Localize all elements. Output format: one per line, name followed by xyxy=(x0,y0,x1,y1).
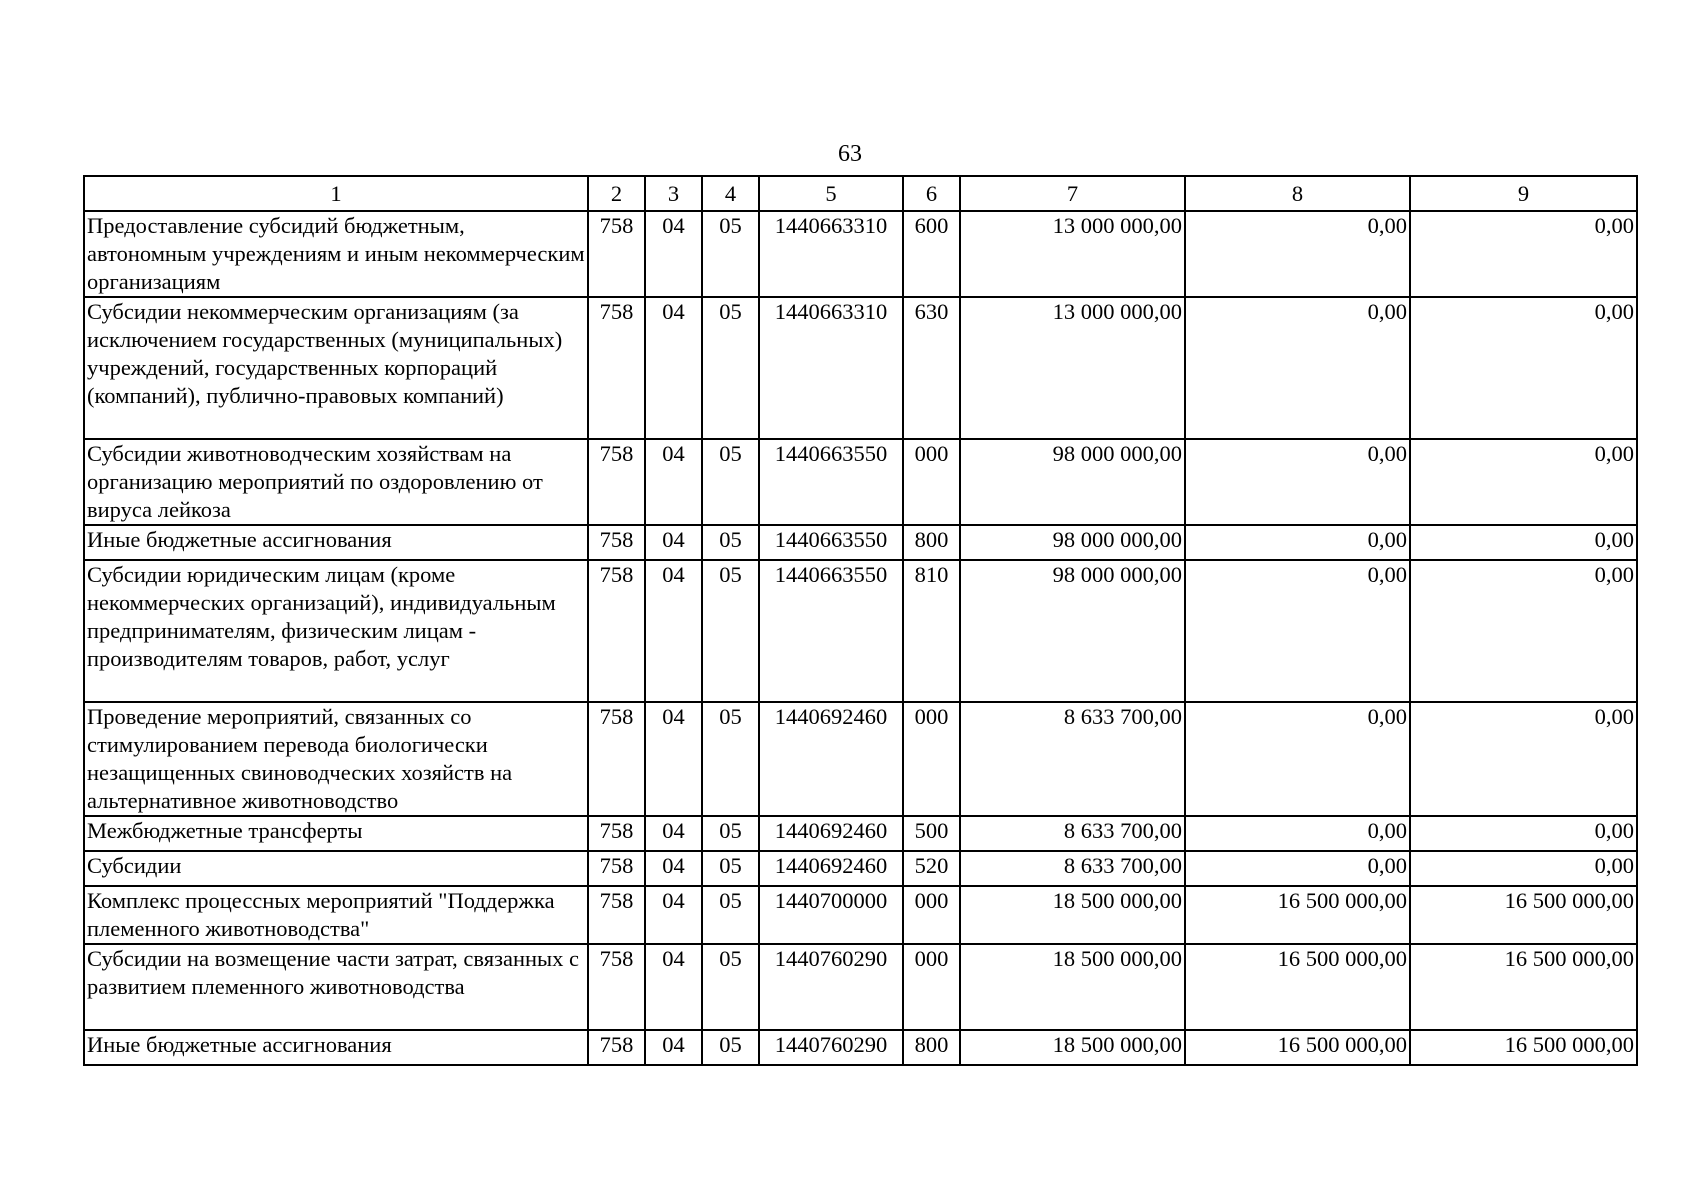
cell-col4: 05 xyxy=(702,439,759,525)
amount-col8: 0,00 xyxy=(1185,702,1410,816)
amount-col9: 16 500 000,00 xyxy=(1410,886,1637,944)
amount-col7: 98 000 000,00 xyxy=(960,439,1185,525)
item-name: Субсидии xyxy=(84,851,588,886)
amount-col8: 0,00 xyxy=(1185,851,1410,886)
item-name: Иные бюджетные ассигнования xyxy=(84,1030,588,1065)
table-row xyxy=(84,560,1637,702)
cell-col6: 000 xyxy=(903,944,960,1030)
header-row xyxy=(84,176,1637,211)
cell-col4: 05 xyxy=(702,297,759,439)
cell-col4: 05 xyxy=(702,886,759,944)
cell-col2: 758 xyxy=(588,851,645,886)
cell-col3: 04 xyxy=(645,886,702,944)
cell-col3: 04 xyxy=(645,1030,702,1065)
amount-col9: 0,00 xyxy=(1410,525,1637,560)
cell-col4: 05 xyxy=(702,702,759,816)
amount-col8: 0,00 xyxy=(1185,211,1410,297)
cell-col5: 1440760290 xyxy=(759,1030,903,1065)
amount-col9: 0,00 xyxy=(1410,816,1637,851)
amount-col8: 0,00 xyxy=(1185,816,1410,851)
header-cell: 6 xyxy=(903,176,960,211)
cell-col4: 05 xyxy=(702,211,759,297)
cell-col5: 1440663310 xyxy=(759,211,903,297)
amount-col8: 0,00 xyxy=(1185,439,1410,525)
header-cell: 8 xyxy=(1185,176,1410,211)
cell-col6: 000 xyxy=(903,886,960,944)
item-name: Субсидии на возмещение части затрат, связанных с развитием племенного животноводства xyxy=(84,944,588,1030)
cell-col3: 04 xyxy=(645,816,702,851)
budget-table xyxy=(83,175,1638,1066)
cell-col3: 04 xyxy=(645,702,702,816)
table-row xyxy=(84,297,1637,439)
cell-col4: 05 xyxy=(702,525,759,560)
cell-col4: 05 xyxy=(702,944,759,1030)
amount-col7: 8 633 700,00 xyxy=(960,851,1185,886)
header-cell: 9 xyxy=(1410,176,1637,211)
cell-col2: 758 xyxy=(588,439,645,525)
cell-col2: 758 xyxy=(588,702,645,816)
cell-col2: 758 xyxy=(588,944,645,1030)
cell-col3: 04 xyxy=(645,439,702,525)
header-cell: 2 xyxy=(588,176,645,211)
table-row xyxy=(84,851,1637,886)
cell-col6: 500 xyxy=(903,816,960,851)
cell-col4: 05 xyxy=(702,560,759,702)
cell-col2: 758 xyxy=(588,525,645,560)
header-cell: 1 xyxy=(84,176,588,211)
amount-col9: 0,00 xyxy=(1410,211,1637,297)
cell-col5: 1440663310 xyxy=(759,297,903,439)
cell-col2: 758 xyxy=(588,1030,645,1065)
cell-col4: 05 xyxy=(702,1030,759,1065)
cell-col6: 520 xyxy=(903,851,960,886)
cell-col3: 04 xyxy=(645,944,702,1030)
amount-col7: 98 000 000,00 xyxy=(960,525,1185,560)
item-name: Субсидии некоммерческим организациям (за исключением государственных (муниципальных) учреждений, государственных корпораций (компаний), публично-правовых компаний) xyxy=(84,297,588,439)
amount-col7: 13 000 000,00 xyxy=(960,211,1185,297)
amount-col9: 0,00 xyxy=(1410,439,1637,525)
item-name: Комплекс процессных мероприятий "Поддержка племенного животноводства" xyxy=(84,886,588,944)
amount-col7: 13 000 000,00 xyxy=(960,297,1185,439)
amount-col7: 98 000 000,00 xyxy=(960,560,1185,702)
cell-col5: 1440663550 xyxy=(759,439,903,525)
table-row xyxy=(84,525,1637,560)
table-row xyxy=(84,702,1637,816)
cell-col6: 800 xyxy=(903,1030,960,1065)
cell-col2: 758 xyxy=(588,816,645,851)
cell-col6: 000 xyxy=(903,439,960,525)
header-cell: 3 xyxy=(645,176,702,211)
cell-col5: 1440692460 xyxy=(759,816,903,851)
cell-col5: 1440700000 xyxy=(759,886,903,944)
header-cell: 7 xyxy=(960,176,1185,211)
cell-col4: 05 xyxy=(702,816,759,851)
amount-col8: 16 500 000,00 xyxy=(1185,886,1410,944)
item-name: Иные бюджетные ассигнования xyxy=(84,525,588,560)
table-row xyxy=(84,211,1637,297)
cell-col3: 04 xyxy=(645,560,702,702)
amount-col7: 18 500 000,00 xyxy=(960,1030,1185,1065)
amount-col8: 0,00 xyxy=(1185,560,1410,702)
item-name: Проведение мероприятий, связанных со стимулированием перевода биологически незащищенных свиноводческих хозяйств на альтернативное животноводство xyxy=(84,702,588,816)
amount-col8: 0,00 xyxy=(1185,297,1410,439)
cell-col2: 758 xyxy=(588,886,645,944)
cell-col3: 04 xyxy=(645,211,702,297)
cell-col3: 04 xyxy=(645,851,702,886)
amount-col9: 0,00 xyxy=(1410,851,1637,886)
item-name: Предоставление субсидий бюджетным, автономным учреждениям и иным некоммерческим организациям xyxy=(84,211,588,297)
page-number: 63 xyxy=(838,141,862,167)
table-row xyxy=(84,944,1637,1030)
amount-col9: 0,00 xyxy=(1410,297,1637,439)
cell-col6: 000 xyxy=(903,702,960,816)
amount-col7: 18 500 000,00 xyxy=(960,944,1185,1030)
cell-col6: 800 xyxy=(903,525,960,560)
item-name: Межбюджетные трансферты xyxy=(84,816,588,851)
cell-col5: 1440663550 xyxy=(759,560,903,702)
cell-col2: 758 xyxy=(588,560,645,702)
cell-col4: 05 xyxy=(702,851,759,886)
amount-col8: 16 500 000,00 xyxy=(1185,1030,1410,1065)
item-name: Субсидии юридическим лицам (кроме некоммерческих организаций), индивидуальным предпринимателям, физическим лицам - производителям товаров, работ, услуг xyxy=(84,560,588,702)
cell-col3: 04 xyxy=(645,525,702,560)
cell-col5: 1440692460 xyxy=(759,702,903,816)
cell-col5: 1440692460 xyxy=(759,851,903,886)
cell-col2: 758 xyxy=(588,211,645,297)
amount-col9: 0,00 xyxy=(1410,560,1637,702)
amount-col9: 16 500 000,00 xyxy=(1410,944,1637,1030)
table-row xyxy=(84,816,1637,851)
table-row xyxy=(84,886,1637,944)
amount-col7: 8 633 700,00 xyxy=(960,816,1185,851)
header-cell: 5 xyxy=(759,176,903,211)
cell-col6: 810 xyxy=(903,560,960,702)
cell-col3: 04 xyxy=(645,297,702,439)
amount-col9: 0,00 xyxy=(1410,702,1637,816)
amount-col8: 16 500 000,00 xyxy=(1185,944,1410,1030)
header-cell: 4 xyxy=(702,176,759,211)
amount-col8: 0,00 xyxy=(1185,525,1410,560)
cell-col5: 1440663550 xyxy=(759,525,903,560)
table-row xyxy=(84,439,1637,525)
cell-col5: 1440760290 xyxy=(759,944,903,1030)
item-name: Субсидии животноводческим хозяйствам на организацию мероприятий по оздоровлению от вируса лейкоза xyxy=(84,439,588,525)
cell-col6: 600 xyxy=(903,211,960,297)
amount-col7: 18 500 000,00 xyxy=(960,886,1185,944)
cell-col2: 758 xyxy=(588,297,645,439)
cell-col6: 630 xyxy=(903,297,960,439)
table-row xyxy=(84,1030,1637,1065)
amount-col7: 8 633 700,00 xyxy=(960,702,1185,816)
amount-col9: 16 500 000,00 xyxy=(1410,1030,1637,1065)
